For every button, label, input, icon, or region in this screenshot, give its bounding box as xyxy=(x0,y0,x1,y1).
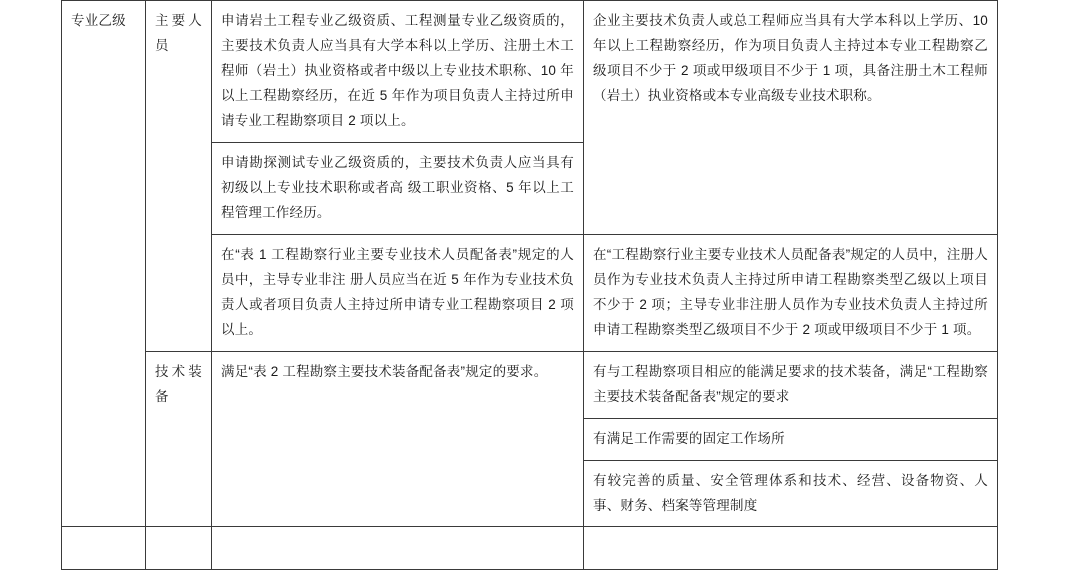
requirement-right-4-text: 有满足工作需要的固定工作场所 xyxy=(593,430,785,446)
requirement-right-1-text: 企业主要技术负责人或总工程师应当具有大学本科以上学历、10 年以上工程勘察经历，作为项目负责人主持过本专业工程勘察乙级项目不少于 2 项或甲级项目不少于 1 项，具备注册土木工程师（岩土）执业资格或本专业高级专业技术职称。 xyxy=(593,13,992,103)
requirement-left-2 xyxy=(212,234,584,351)
spacer-cell-mid xyxy=(212,527,584,570)
requirement-left-1b xyxy=(212,142,584,234)
requirement-left-3 xyxy=(212,351,584,527)
requirement-right-5-text: 有较完善的质量、安全管理体系和技术、经营、设备物资、人事、财务、档案等管理制度 xyxy=(593,472,988,513)
category-label: 专业乙级 xyxy=(71,13,126,28)
category-cell xyxy=(62,1,146,527)
requirement-right-2-text: 在“工程勘察行业主要专业技术人员配备表”规定的人员中，注册人员作为专业技术负责人主持过所申请工程勘察类型乙级以上项目不少于 2 项；主导专业非注册人员作为专业技术负责人主持过所申请工程勘察类型乙级项目不少于 2 项或甲级项目不少于 1 项。 xyxy=(593,246,988,337)
requirement-left-1a-text: 申请岩土工程专业乙级资质、工程测量专业乙级资质的，主要技术负责人应当具有大学本科以上学历、注册土木工程师（岩土）执业资格或者中级以上专业技术职称、10 年以上工程勘察经历，在近 5 年作为项目负责人主持过所申请专业工程勘察项目 2 项以上。 xyxy=(221,13,574,128)
spacer-cell-right xyxy=(584,527,998,570)
requirement-right-3-text: 有与工程勘察项目相应的能满足要求的技术装备，满足“工程勘察主要技术装备配备表”规定的要求 xyxy=(593,363,988,404)
subcategory-cell-equipment xyxy=(146,351,212,527)
requirements-table xyxy=(61,0,998,570)
table-row xyxy=(62,1,998,143)
table-row xyxy=(62,351,998,418)
requirement-right-1 xyxy=(584,1,998,235)
requirement-right-2 xyxy=(584,234,998,351)
requirement-left-2-text: 在“表 1 工程勘察行业主要专业技术人员配备表”规定的人员中，主导专业非注 册人员应当在近 5 年作为专业技术负责人或者项目负责人主持过所申请专业工程勘察项目 2 项以上。 xyxy=(221,246,574,337)
requirement-right-3 xyxy=(584,351,998,418)
requirement-right-5 xyxy=(584,460,998,527)
subcategory-cell-personnel xyxy=(146,1,212,352)
spacer-cell-sub xyxy=(146,527,212,570)
requirement-left-1a xyxy=(212,1,584,143)
subcategory-label-equipment: 技术装备 xyxy=(155,363,202,404)
spacer-cell-category xyxy=(62,527,146,570)
requirement-left-1b-text: 申请勘探测试专业乙级资质的，主要技术负责人应当具有初级以上专业技术职称或者高 级工职业资格、5 年以上工程管理工作经历。 xyxy=(221,154,574,220)
subcategory-label-personnel: 主要人员 xyxy=(155,13,202,53)
requirement-right-4 xyxy=(584,418,998,460)
table-row-spacer xyxy=(62,527,998,570)
requirement-left-3-text: 满足“表 2 工程勘察主要技术装备配备表”规定的要求。 xyxy=(221,363,548,379)
